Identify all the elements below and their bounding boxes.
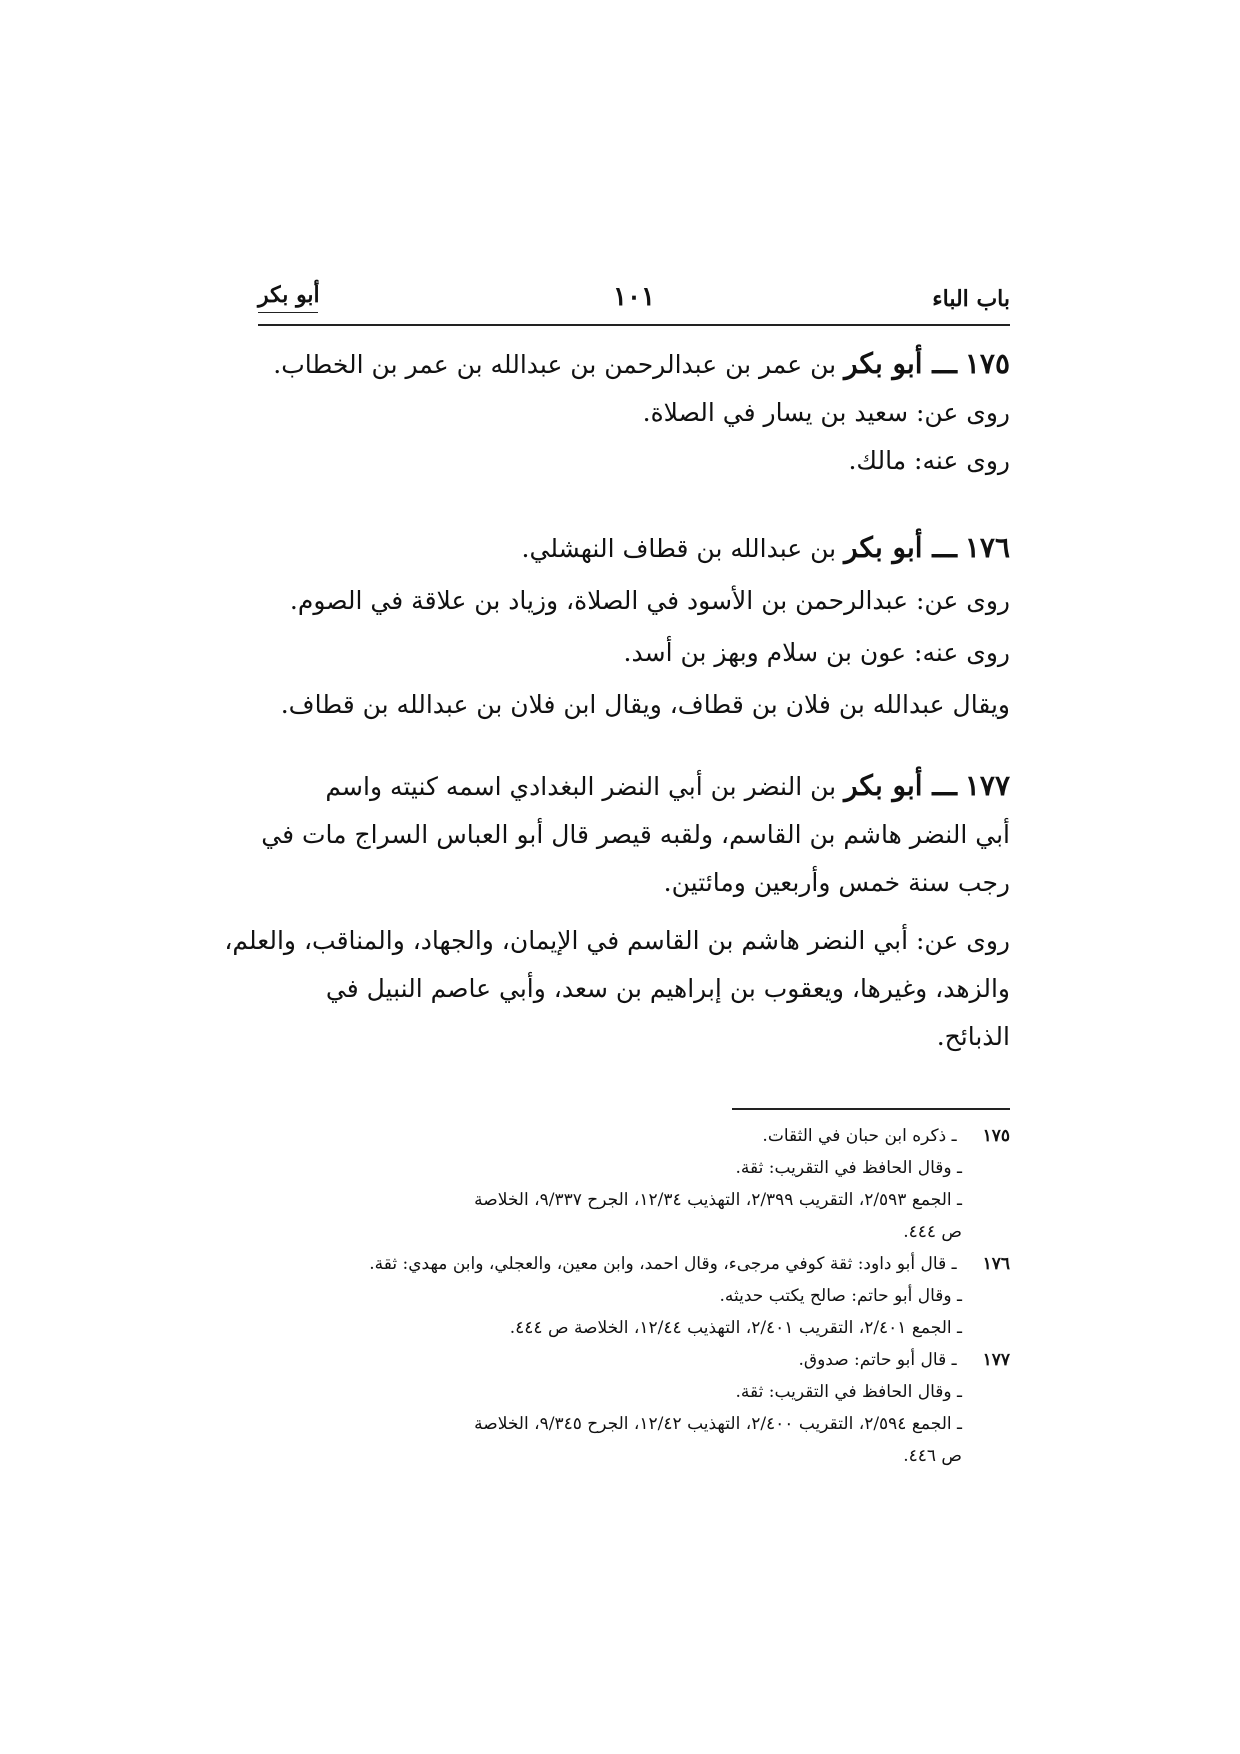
entry-number: ١٧٦ bbox=[964, 531, 1010, 564]
page-header bbox=[258, 282, 1010, 322]
footnote-line: ص ٤٤٤. bbox=[903, 1222, 962, 1242]
dash: ـــ bbox=[922, 531, 957, 564]
footnotes bbox=[245, 1120, 1010, 1472]
footnote-176 bbox=[245, 1248, 1010, 1344]
narrated-from: روى عن: أبي النضر هاشم بن القاسم في الإيمان، والجهاد، والمناقب، والعلم، bbox=[224, 926, 1010, 955]
entry-text-line: رجب سنة خمس وأربعين ومائتين. bbox=[663, 868, 1010, 897]
entry-number: ١٧٥ bbox=[964, 347, 1010, 380]
dash: ـــ bbox=[922, 769, 957, 802]
entry-number: ١٧٧ bbox=[964, 769, 1010, 802]
footnote-line: ـ الجمع ٢/٥٩٤، التقريب ٢/٤٠٠، التهذيب ١٢/٤٢، الجرح ٩/٣٤٥، الخلاصة bbox=[474, 1414, 962, 1434]
entry-kunya: أبو بكر bbox=[844, 769, 923, 802]
footnote-175 bbox=[245, 1120, 1010, 1248]
entry-kunya: أبو بكر bbox=[844, 347, 923, 380]
footnote-separator bbox=[732, 1108, 1010, 1110]
entry-177 bbox=[224, 762, 1010, 1061]
footnote-text: ـ ذكره ابن حبان في الثقات. bbox=[762, 1126, 957, 1146]
footnote-line: ـ وقال أبو حاتم: صالح يكتب حديثه. bbox=[719, 1286, 962, 1306]
entry-lineage: بن النضر بن أبي النضر البغدادي اسمه كنيته واسم bbox=[325, 772, 837, 801]
header-underline bbox=[258, 312, 318, 313]
entry-kunya: أبو بكر bbox=[844, 531, 923, 564]
entry-heading bbox=[245, 340, 1010, 389]
footnote-line: ـ الجمع ٢/٤٠١، التقريب ٢/٤٠١، التهذيب ١٢/٤٤، الخلاصة ص ٤٤٤. bbox=[509, 1318, 962, 1338]
narrated-from: روى عن: عبدالرحمن بن الأسود في الصلاة، وزياد بن علاقة في الصوم. bbox=[289, 586, 1010, 615]
footnote-line: ـ وقال الحافظ في التقريب: ثقة. bbox=[735, 1158, 962, 1178]
footnote-line: ص ٤٤٦. bbox=[903, 1446, 962, 1466]
footnote-number: ١٧٥ bbox=[982, 1126, 1010, 1146]
alternate-name-note: ويقال عبدالله بن فلان بن قطاف، ويقال ابن فلان بن عبدالله بن قطاف. bbox=[280, 690, 1010, 719]
footnote-line: ـ وقال الحافظ في التقريب: ثقة. bbox=[735, 1382, 962, 1402]
entry-heading bbox=[245, 762, 1010, 811]
footnote-line bbox=[245, 1248, 1010, 1280]
header-rule bbox=[258, 324, 1010, 326]
footnote-text: ـ قال أبو داود: ثقة كوفي مرجىء، وقال احمد، وابن معين، والعجلي، وابن مهدي: ثقة. bbox=[369, 1254, 957, 1274]
narrated-by: روى عنه: عون بن سلام وبهز بن أسد. bbox=[623, 638, 1010, 667]
narrated-by: روى عنه: مالك. bbox=[848, 446, 1010, 475]
narrated-from-continued: الذبائح. bbox=[936, 1022, 1010, 1051]
entry-176 bbox=[245, 522, 1010, 731]
footnote-number: ١٧٧ bbox=[982, 1350, 1010, 1370]
page-number: ١٠١ bbox=[613, 282, 655, 312]
footnote-number: ١٧٦ bbox=[982, 1254, 1010, 1274]
footnote-line: ـ الجمع ٢/٥٩٣، التقريب ٢/٣٩٩، التهذيب ١٢/٣٤، الجرح ٩/٣٣٧، الخلاصة bbox=[474, 1190, 962, 1210]
footnote-177 bbox=[245, 1344, 1010, 1472]
dash: ـــ bbox=[922, 347, 957, 380]
entry-text-line: أبي النضر هاشم بن القاسم، ولقبه قيصر قال أبو العباس السراج مات في bbox=[261, 820, 1010, 849]
entry-175 bbox=[245, 340, 1010, 485]
footnote-text: ـ قال أبو حاتم: صدوق. bbox=[798, 1350, 957, 1370]
entry-lineage: بن عمر بن عبدالرحمن بن عبدالله بن عمر بن الخطاب. bbox=[273, 350, 837, 379]
footnote-line bbox=[245, 1344, 1010, 1376]
running-title: أبو بكر bbox=[258, 282, 320, 308]
entry-lineage: بن عبدالله بن قطاف النهشلي. bbox=[521, 534, 837, 563]
chapter-title: باب الباء bbox=[932, 286, 1010, 312]
entry-heading bbox=[245, 522, 1010, 575]
narrated-from: روى عن: سعيد بن يسار في الصلاة. bbox=[642, 398, 1010, 427]
footnote-line bbox=[245, 1120, 1010, 1152]
narrated-from-continued: والزهد، وغيرها، ويعقوب بن إبراهيم بن سعد، وأبي عاصم النبيل في bbox=[325, 974, 1010, 1003]
